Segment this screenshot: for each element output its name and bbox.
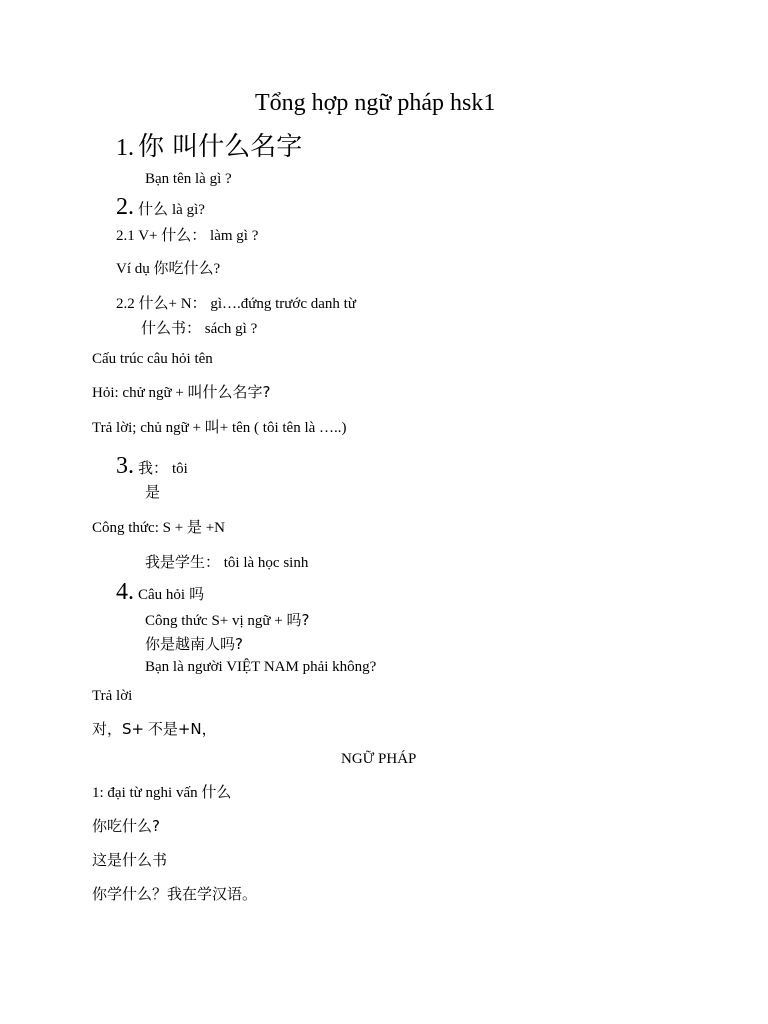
section-number: 3. <box>116 453 134 479</box>
formula-example-meaning: tôi là học sinh <box>223 555 309 571</box>
subsection-2-1 <box>116 228 258 244</box>
structure-heading: Cấu trúc câu hỏi tên <box>92 351 213 367</box>
grammar-item-1-chinese: 什么 <box>201 783 232 801</box>
example-chinese: 你吃什么 <box>153 259 214 277</box>
structure-question-prefix: Hỏi: chử ngữ + <box>92 385 184 401</box>
grammar-example-3: 你学什么？我在学汉语。 <box>92 885 258 903</box>
structure-answer-suffix: + tên ( tôi tên là …..) <box>219 420 347 436</box>
grammar-example-1: 你吃什么? <box>92 817 160 835</box>
page-title: Tổng hợp ngữ pháp hsk1 <box>255 90 496 116</box>
section-4-example-meaning: Bạn là người VIỆT NAM phải không? <box>145 659 377 675</box>
formula-suffix: +N <box>205 520 225 536</box>
section-2-chinese: 什么 <box>138 200 169 218</box>
formula-example-chinese: 我是学生： <box>145 553 221 571</box>
section-4-heading <box>116 580 204 604</box>
subsection-2-2-prefix: 2.2 <box>116 296 135 312</box>
grammar-item-1 <box>92 785 231 801</box>
example-2-2-meaning: sách gì ? <box>204 321 258 337</box>
subsection-2-2-chinese: 什么 <box>138 294 169 312</box>
subsection-2-1-chinese: 什么： <box>161 226 207 244</box>
section-number: 1. <box>116 135 134 161</box>
section-2-heading <box>116 195 205 219</box>
subsection-2-1-meaning: làm gì ? <box>210 228 259 244</box>
section-1-chinese: 你 叫什么名字 <box>138 132 303 162</box>
section-4-formula <box>145 613 310 629</box>
structure-answer-chinese: 叫 <box>204 418 220 436</box>
structure-question-chinese: 叫什么名字? <box>187 383 271 401</box>
section-3-chinese: 我： <box>138 459 169 477</box>
section-4-label: Câu hỏi <box>138 587 186 603</box>
section-2-meaning: là gì? <box>172 202 205 218</box>
section-number: 2. <box>116 194 134 220</box>
subsection-2-2 <box>116 296 356 312</box>
answer-suffix: +N， <box>177 720 217 738</box>
grammar-heading: NGỮ PHÁP <box>341 751 417 767</box>
example-question-mark: ? <box>213 261 221 277</box>
example-2-2-chinese: 什么书： <box>141 319 202 337</box>
section-4-formula-prefix: Công thức S+ vị ngữ + <box>145 613 283 629</box>
subsection-2-2-operator: + N： <box>168 296 207 312</box>
answer-chinese-2: 不是 <box>147 720 178 738</box>
section-3-meaning: tôi <box>172 461 188 477</box>
section-3-chinese-2: 是 <box>145 483 161 501</box>
section-4-example-chinese: 你是越南人吗? <box>145 635 243 653</box>
grammar-example-2: 这是什么书 <box>92 851 168 869</box>
subsection-2-1-prefix: 2.1 V+ <box>116 228 158 244</box>
answer-line <box>92 722 217 738</box>
section-1-meaning: Bạn tên là gì ? <box>145 171 232 187</box>
structure-question <box>92 385 271 401</box>
section-1-heading <box>116 134 302 160</box>
example-2-1 <box>116 261 220 277</box>
formula-chinese: 是 <box>186 518 202 536</box>
section-number: 4. <box>116 579 134 605</box>
section-3-heading <box>116 454 188 478</box>
subsection-2-2-meaning: gì….đứng trước danh từ <box>210 296 356 312</box>
example-prefix: Ví dụ <box>116 261 150 277</box>
structure-answer <box>92 420 347 436</box>
grammar-item-1-prefix: 1: đại từ nghi vấn <box>92 785 198 801</box>
answer-chinese-1: 对，S+ <box>92 720 145 738</box>
section-4-formula-chinese: 吗? <box>286 611 310 629</box>
section-4-chinese: 吗 <box>189 585 205 603</box>
formula-prefix: Công thức: S + <box>92 520 184 536</box>
answer-label: Trả lời <box>92 688 133 704</box>
formula-example <box>145 555 308 571</box>
example-2-2 <box>141 321 257 337</box>
formula-line <box>92 520 225 536</box>
structure-answer-prefix: Trả lời; chủ ngữ + <box>92 420 201 436</box>
